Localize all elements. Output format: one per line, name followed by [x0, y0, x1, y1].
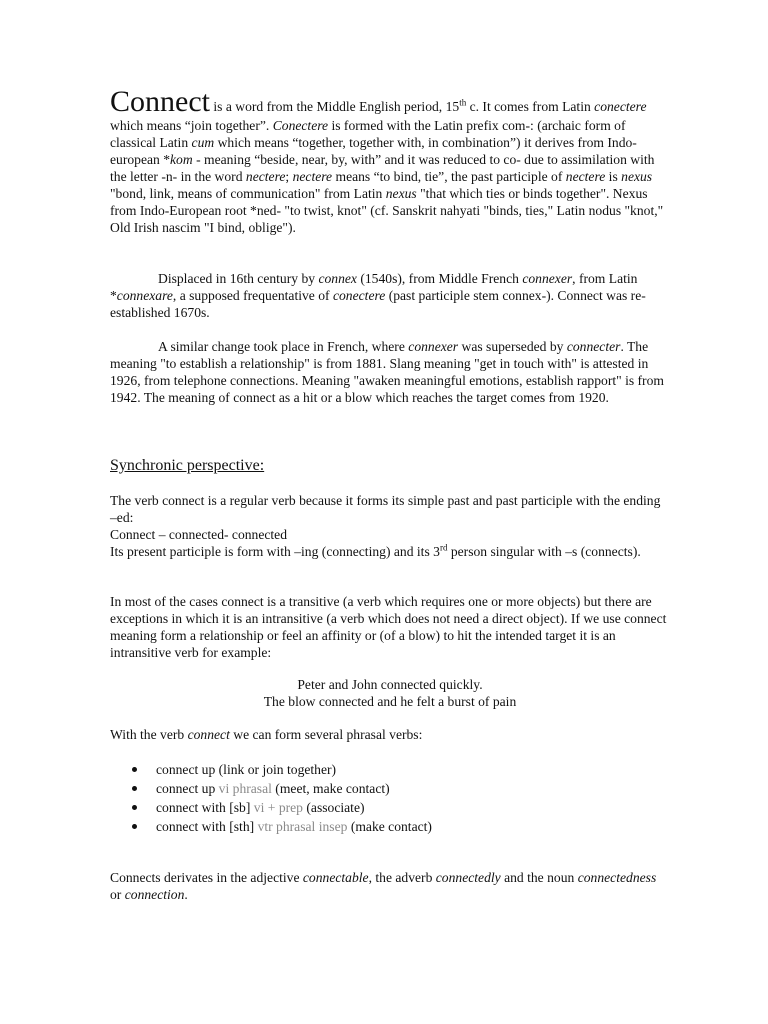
text: we can form several phrasal verbs:	[229, 727, 423, 742]
text: was superseded by	[458, 339, 567, 354]
text: which means “together, together with, in combination”) it derives from Indo-european *	[110, 135, 637, 167]
regular-verb-paragraph	[110, 492, 670, 560]
text: The verb connect is a regular verb because it forms its simple past and past participle with the ending –ed:	[110, 493, 661, 525]
text: "bond, link, means of communication" from Latin	[110, 186, 386, 201]
text: A similar change took place in French, where	[158, 339, 409, 354]
list-item	[130, 779, 432, 798]
term: conectere	[332, 288, 386, 303]
term: connectedness	[577, 870, 657, 885]
term: nexus	[621, 169, 653, 184]
term: nexus	[385, 186, 417, 201]
text: connect up (link or join together)	[156, 762, 337, 777]
grammar-label: vi phrasal	[218, 781, 272, 796]
term: nectere	[292, 169, 333, 184]
text: person singular with –s (connects).	[447, 544, 641, 559]
example-sentences	[110, 676, 670, 710]
list-item	[130, 817, 432, 836]
text: (past participle stem connex-). Connect was re-established 1670s.	[110, 288, 646, 320]
text: is a word from the Middle English period, 15	[213, 99, 460, 114]
term: nectere	[245, 169, 286, 184]
text: , a supposed frequentative of	[172, 288, 333, 303]
text: connect with [sb]	[156, 800, 254, 815]
list-item	[130, 760, 432, 779]
text: c. It comes from Latin	[466, 99, 595, 114]
text: (1540s), from Middle French	[356, 271, 523, 286]
text: , the adverb	[368, 870, 436, 885]
term: connect	[187, 727, 230, 742]
text: , from Latin *	[110, 271, 638, 303]
text: .	[184, 887, 188, 902]
headword: Connect	[110, 85, 210, 118]
text: "that which ties or binds together". Nexus from Indo-European root *ned- "to twist, knot" (cf. Sanskrit nahyati "binds, ties," Latin nodus "knot," Old Irish nascim "I bind, oblige").	[110, 186, 664, 235]
text: connect up	[156, 781, 219, 796]
text: is	[605, 169, 622, 184]
text: (associate)	[302, 800, 365, 815]
text: Connects derivates in the adjective	[110, 870, 303, 885]
text: or	[110, 887, 125, 902]
etymology-paragraph	[110, 87, 670, 236]
term: connexer	[522, 271, 573, 286]
text: - meaning “beside, near, by, with” and it was reduced to co- due to assimilation with the letter -n- in the word	[110, 152, 655, 184]
text: Displaced in 16th century by	[158, 271, 319, 286]
list-item	[130, 798, 432, 817]
superscript: rd	[439, 542, 448, 553]
text: means “to bind, tie”, the past participle of	[332, 169, 566, 184]
term: connexer	[408, 339, 459, 354]
term: connectable	[302, 870, 369, 885]
term: connectedly	[435, 870, 501, 885]
term: connex	[318, 271, 357, 286]
text: which means “join together”.	[110, 118, 273, 133]
synchronic-heading: Synchronic perspective:	[110, 457, 265, 474]
term: kom	[170, 152, 193, 167]
text: Connect – connected- connected	[110, 527, 288, 542]
text: With the verb	[110, 727, 188, 742]
superscript: th	[459, 97, 467, 108]
text: and the noun	[500, 870, 578, 885]
text: ;	[285, 169, 290, 184]
text: (meet, make contact)	[271, 781, 390, 796]
term: connection	[124, 887, 185, 902]
text: (make contact)	[347, 819, 432, 834]
term: conectere	[594, 99, 647, 114]
phrasal-intro-paragraph	[110, 726, 670, 743]
grammar-label: vtr phrasal insep	[257, 819, 348, 834]
phrasal-verbs-list	[130, 760, 432, 836]
text: connect with [sth]	[156, 819, 258, 834]
example-sentence: The blow connected and he felt a burst of pain	[263, 694, 517, 709]
term: Conectere	[272, 118, 329, 133]
grammar-label: vi + prep	[253, 800, 303, 815]
derivatives-paragraph	[110, 869, 670, 903]
text: is formed with the Latin prefix com-: (archaic form of classical Latin	[110, 118, 626, 150]
term: cum	[191, 135, 215, 150]
example-sentence: Peter and John connected quickly.	[297, 677, 483, 692]
term: connexare	[116, 288, 173, 303]
text: Its present participle is form with –ing (connecting) and its 3	[110, 544, 440, 559]
french-change-paragraph	[110, 338, 670, 406]
displacement-paragraph	[110, 270, 670, 321]
term: connecter	[566, 339, 621, 354]
transitivity-paragraph: In most of the cases connect is a transitive (a verb which requires one or more objects) but there are exceptions in which it is an intransitive (a verb which does not need a direct object). If we use connect meaning form a relationship or feel an affinity or (of a blow) to hit the intended target it is an intransitive verb for example:	[110, 594, 667, 660]
text: . The meaning "to establish a relationship" is from 1881. Slang meaning "get in touch with" is attested in 1926, from telephone connections. Meaning "awaken meaningful emotions, establish rapport" is from 1942. The meaning of connect as a hit or a blow which reaches the target comes from 1920.	[110, 339, 664, 405]
term: nectere	[565, 169, 606, 184]
